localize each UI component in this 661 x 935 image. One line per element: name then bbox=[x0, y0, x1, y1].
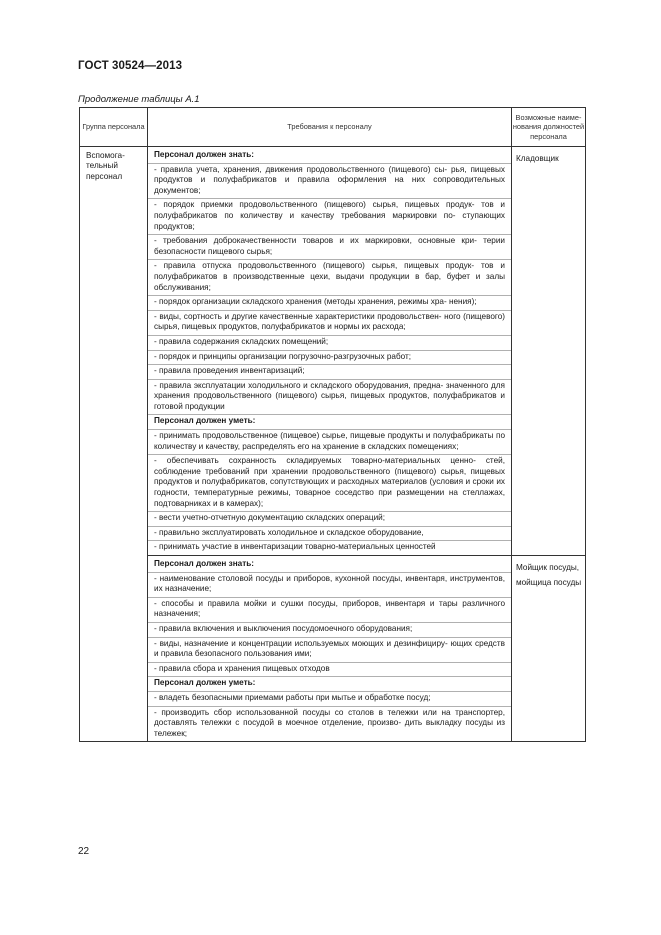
list-item: - принимать участие в инвентаризации товарно-материальных ценностей bbox=[154, 542, 436, 552]
table-caption: Продолжение таблицы А.1 bbox=[78, 94, 200, 105]
list-item: - производить сбор использованной посуды со столов в тележки или на транспортер, доставлять тележки с посудой в моечное отделение, произво- дить выкладку посуды из тележек; bbox=[154, 707, 505, 738]
list-item: - наименование столовой посуды и приборов, кухонной посуды, инвентаря, инструментов, их назначение; bbox=[148, 573, 511, 598]
table-row bbox=[80, 556, 586, 742]
list-item: - правила учета, хранения, движения продовольственного (пищевого) сы- рья, пищевых продуктов и полуфабрикатов и правила оформления на них сопроводительных документов; bbox=[148, 164, 511, 200]
list-item: Персонал должен знать: bbox=[148, 558, 511, 573]
page-number: 22 bbox=[78, 846, 90, 857]
list-item: - порядок организации складского хранения (методы хранения, режимы хра- нения); bbox=[148, 296, 511, 311]
list-item: - виды, назначение и концентрации используемых моющих и дезинфициру- ющих средств и правила безопасного пользования ими; bbox=[148, 638, 511, 663]
list-item: - правила содержания складских помещений; bbox=[148, 336, 511, 351]
list-item: - обеспечивать сохранность складируемых товарно-материальных ценно- стей, соблюдение требований при хранении продовольственного (пищевого) сырья, пищевых продуктов и полуфабрикатов, сопутствующих и расходных материалов (условия и сроки их годности, температурные режимы, товарное соседство при размещении на стеллажах, подтоварниках и в камерах); bbox=[148, 455, 511, 512]
list-item: Персонал должен знать: bbox=[148, 149, 511, 164]
requirements-list bbox=[148, 558, 511, 741]
list-item: Персонал должен уметь: bbox=[148, 677, 511, 692]
list-item: - правила включения и выключения посудомоечного оборудования; bbox=[148, 623, 511, 638]
list-item: - правила отпуска продовольственного (пищевого) сырья, пищевых продук- тов и полуфабрикатов в производственные цехи, выдачи продукции в бар, буфет и залы обслуживания; bbox=[148, 260, 511, 296]
position-cell: Кладовщик bbox=[512, 147, 586, 556]
list-item: - принимать продовольственное (пищевое) сырье, пищевые продукты и полуфабрикаты по количеству и качеству, распределять его на хранение в складских помещениях; bbox=[148, 430, 511, 455]
list-item: - способы и правила мойки и сушки посуды, приборов, инвентаря и тары различного назначения; bbox=[148, 598, 511, 623]
document-header: ГОСТ 30524—2013 bbox=[78, 60, 183, 72]
table-header-row bbox=[80, 108, 586, 147]
position-cell: Мойщик посуды, мойщица посуды bbox=[512, 556, 586, 742]
list-item: - правильно эксплуатировать холодильное и складское оборудование, bbox=[148, 527, 511, 542]
list-item: - виды, сортность и другие качественные характеристики продовольствен- ного (пищевого) сырья, пищевых продуктов, полуфабрикатов и нормы их расхода; bbox=[148, 311, 511, 336]
list-item: - владеть безопасными приемами работы при мытье и обработке посуд; bbox=[148, 692, 511, 707]
list-item: - порядок и принципы организации погрузочно-разгрузочных работ; bbox=[148, 351, 511, 366]
list-item: - правила сбора и хранения пищевых отходов bbox=[148, 663, 511, 678]
requirements-cell-storekeeper bbox=[148, 147, 512, 556]
list-item: - порядок приемки продовольственного (пищевого) сырья, пищевых продук- тов и полуфабрикатов по количеству и качеству требования маркировки по- ступающих продуктов; bbox=[148, 199, 511, 235]
list-item: - правила эксплуатации холодильного и складского оборудования, предна- значенного для хранения продовольственного (пищевого) сырья, пищевых продуктов, полуфабрикатов и готовой продукции bbox=[148, 380, 511, 416]
group-cell: Вспомога- тельный персонал bbox=[80, 147, 148, 742]
header-requirements: Требования к персоналу bbox=[148, 108, 512, 147]
requirements-table bbox=[79, 107, 586, 742]
list-item: - правила проведения инвентаризаций; bbox=[148, 365, 511, 380]
requirements-cell-dishwasher bbox=[148, 556, 512, 742]
list-item: - вести учетно-отчетную документацию складских операций; bbox=[148, 512, 511, 527]
list-item: Персонал должен уметь: bbox=[148, 415, 511, 430]
header-positions: Возможные наиме- нования должностей персонала bbox=[512, 108, 586, 147]
table-row bbox=[80, 147, 586, 556]
requirements-list bbox=[148, 149, 511, 555]
header-group: Группа персонала bbox=[80, 108, 148, 147]
list-item: - требования доброкачественности товаров и их маркировки, основные кри- терии безопасности пищевого сырья; bbox=[148, 235, 511, 260]
